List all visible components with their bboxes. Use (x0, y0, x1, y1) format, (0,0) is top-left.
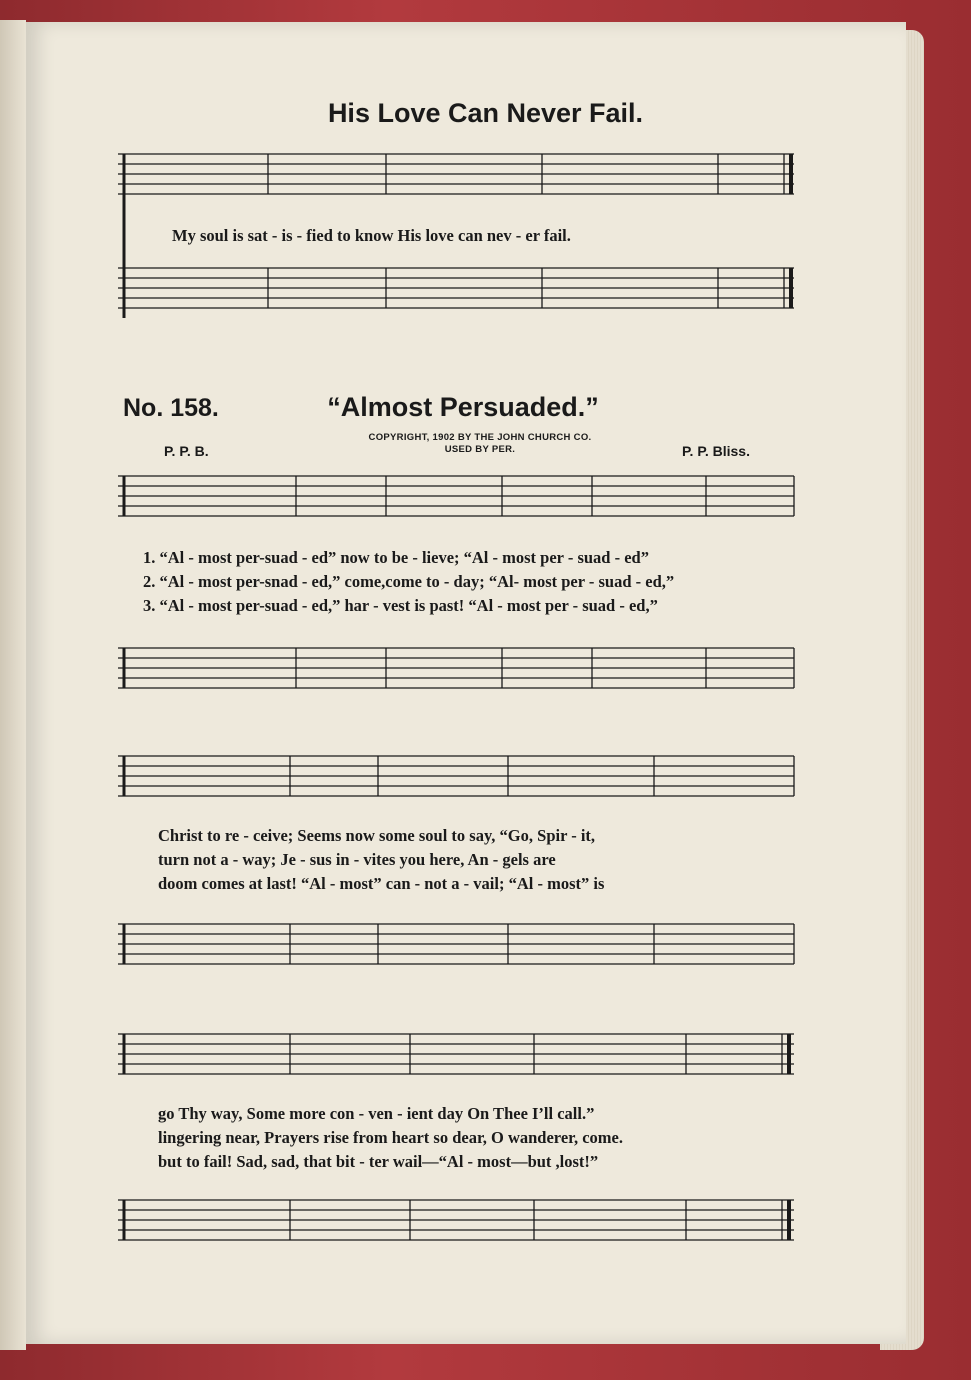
music-staff-s2-bass (118, 918, 798, 978)
music-staff-s3-bass (118, 1194, 798, 1254)
lyric-line: My soul is sat - is - fied to know His love can nev - er fail. (172, 226, 571, 245)
music-staff-top-treble (118, 148, 798, 208)
hymn-number: No. 158. (123, 394, 219, 422)
hymn-title: His Love Can Never Fail. (327, 98, 644, 128)
music-staff-s1-treble (118, 470, 798, 530)
lyric-line: 2. “Al - most per-snad - ed,” come,come to - day; “Al- most per - suad - ed,” (143, 572, 675, 591)
lyric-line: lingering near, Prayers rise from heart so dear, O wanderer, come. (158, 1128, 623, 1147)
lyric-line: 3. “Al - most per-suad - ed,” har - vest is past! “Al - most per - suad - ed,” (143, 596, 658, 615)
music-staff-s2-treble (118, 750, 798, 810)
music-staff-s3-treble (118, 1028, 798, 1088)
lyric-line: 1. “Al - most per-suad - ed” now to be - lieve; “Al - most per - suad - ed” (143, 548, 649, 567)
lyric-line: doom comes at last! “Al - most” can - not a - vail; “Al - most” is (158, 874, 605, 893)
hymn-title: “Almost Persuaded.” (327, 392, 599, 422)
lyric-line: but to fail! Sad, sad, that bit - ter wail—“Al - most—but ,lost!” (158, 1152, 599, 1171)
facing-page-edge (0, 20, 26, 1350)
copyright-line: USED BY PER. (444, 444, 516, 455)
copyright-notice (300, 432, 660, 456)
music-staff-s1-bass (118, 642, 798, 702)
music-staff-top-bass (118, 262, 798, 322)
music-credit: P. P. Bliss. (682, 443, 750, 459)
system-bracket-top (118, 148, 126, 328)
lyric-line: turn not a - way; Je - sus in - vites you here, An - gels are (158, 850, 556, 869)
lyric-line: Christ to re - ceive; Seems now some soul to say, “Go, Spir - it, (158, 826, 596, 845)
lyric-line: go Thy way, Some more con - ven - ient day On Thee I’ll call.” (158, 1104, 595, 1123)
words-credit: P. P. B. (164, 443, 209, 459)
copyright-line: COPYRIGHT, 1902 BY THE JOHN CHURCH CO. (368, 432, 592, 443)
